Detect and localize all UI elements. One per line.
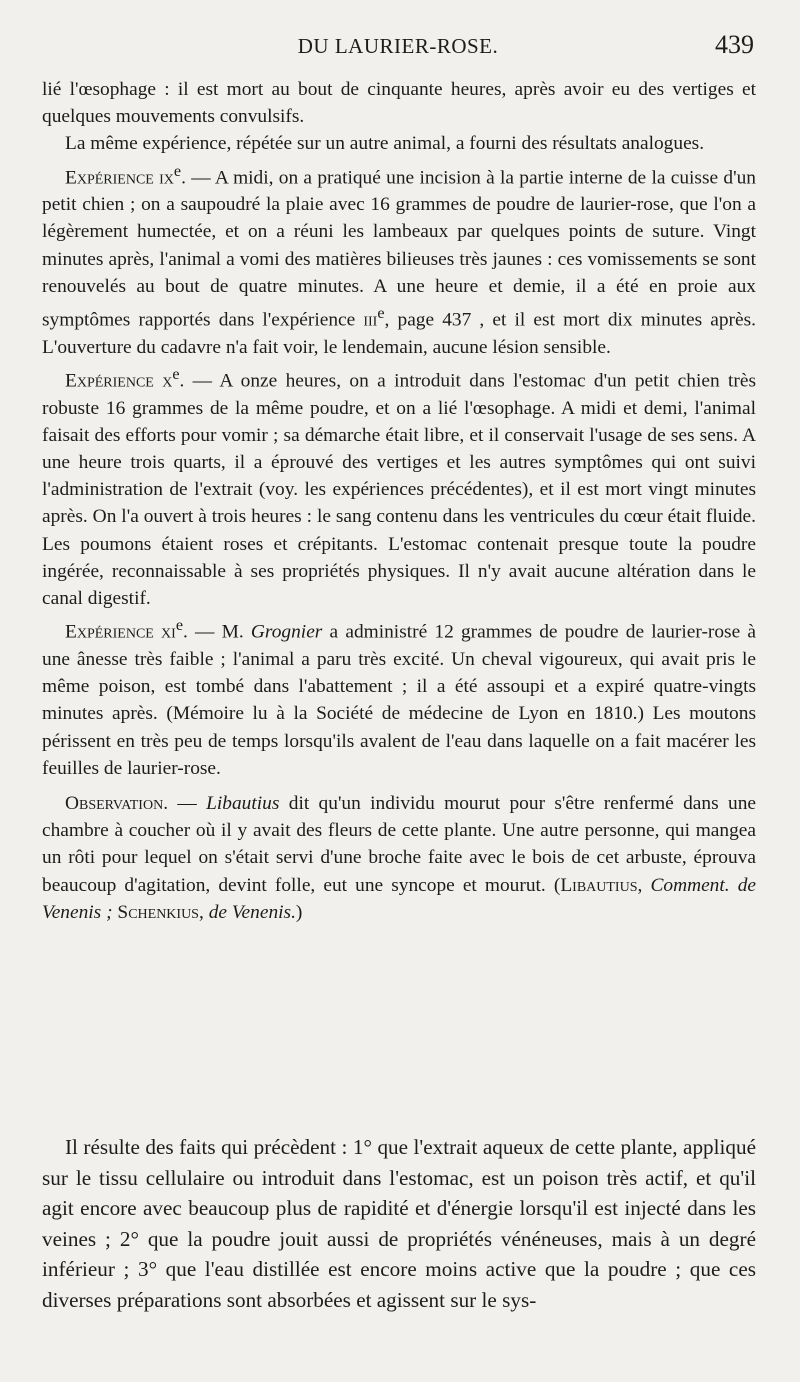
observation-text: dit qu'un individu mourut pour s'être renfermé dans une chambre à coucher où il y avait des fleurs de cette plante. Une autre personne, qui mangea un rôti pour lequel on s'était servi d'une broche faite avec le bois de cet arbuste, éprouva beaucoup d'agitation, devint folle, eut une syncope et mourut. ( [42, 792, 756, 896]
experiment-heading: Expérience ix [65, 167, 174, 189]
punctuation: , [637, 874, 651, 896]
paragraph-experiment-11 [42, 612, 756, 782]
dash-text: — [168, 792, 207, 814]
main-text [42, 76, 756, 926]
page-header [42, 30, 754, 64]
ordinal-superscript: e [175, 617, 183, 635]
page-number: 439 [715, 30, 754, 59]
conclusion-text [42, 1132, 756, 1316]
citation-author: Schenkius [117, 901, 199, 923]
experiment-text-end: , page 437 , et il est mort dix minutes après. L'ouverture du cadavre n'a fait voir, le lendemain, aucune lésion sensible. [42, 309, 756, 358]
paragraph-observation [42, 790, 756, 926]
punctuation: , [198, 901, 209, 923]
ordinal-superscript: e [377, 305, 385, 323]
experiment-text: . — A onze heures, on a introduit dans l'estomac d'un petit chien très robuste 16 grammes de la même poudre, et on a lié l'œsophage. A midi et demi, l'animal faisait des efforts pour vomir ; sa démarche était libre, et il conservait l'usage de ses sens. A une heure trois quarts, il a éprouvé des vertiges et les autres symptômes qui ont suivi l'administration de l'extrait (voy. les expériences précédentes), et il est mort vingt minutes après. On l'a ouvert à trois heures : le sang contenu dans les ventricules du cœur était fluide. Les poumons étaient roses et crépitants. L'estomac contenait presque toute la poudre ingérée, reconnaissable à ses propriétés physiques. Il n'y avait aucune altération dans le canal digestif. [42, 370, 756, 610]
citation-title: Comment. de Venenis ; [42, 874, 756, 923]
paragraph-continued: lié l'œsophage : il est mort au bout de cinquante heures, après avoir eu des vertiges et quelques mouvements convulsifs. [42, 79, 756, 128]
author-name: Libautius [206, 792, 280, 814]
experiment-heading: Expérience x [65, 370, 173, 392]
experiment-heading: Expérience xi [65, 621, 176, 643]
paragraph-conclusion: Il résulte des faits qui précèdent : 1° que l'extrait aqueux de cette plante, appliqué sur le tissu cellulaire ou introduit dans l'estomac, est un poison très actif, et qu'il agit encore avec beaucoup plus de rapidité et d'énergie lorsqu'il est injecté dans les veines ; 2° que la poudre jouit aussi de propriétés vénéneuses, mais à un degré inférieur ; 3° que l'eau distillée est encore moins active que la poudre ; que ces diverses préparations sont absorbées et agissent sur le sys- [42, 1135, 756, 1312]
author-name: Grognier [250, 621, 323, 643]
ordinal-superscript: e [172, 365, 180, 383]
observation-heading: Observation. [65, 792, 169, 814]
experiment-text: a administré 12 grammes de poudre de laurier-rose à une ânesse très faible ; l'animal a paru très excité. Un cheval vigoureux, qui avait pris le même poison, est tombé dans l'abattement ; il a été assoupi et a expiré quatre-vingts minutes après. (Mémoire lu à la Société de médecine de Lyon en 1810.) Les moutons périssent en très peu de temps lorsqu'ils avalent de l'eau dans laquelle on a fait macérer les feuilles de laurier-rose. [42, 621, 757, 779]
running-title: DU LAURIER-ROSE. [297, 34, 499, 58]
experiment-text: . — A midi, on a pratiqué une incision à la partie interne de la cuisse d'un petit chien ; on a saupoudré la plaie avec 16 grammes de poudre de laurier-rose, que l'on a légèrement humectée, et on a réuni les lambeaux par quelques points de suture. Vingt minutes après, l'animal a vomi des matières bilieuses très jaunes : ces vomissements se sont renouvelés au bout de quatre minutes. A une heure et demie, il a été en proie aux symptômes rapportés dans l'expérience [42, 167, 756, 331]
paragraph-experiment-9 [42, 158, 756, 361]
paragraph-same-experiment: La même expérience, répétée sur un autre animal, a fourni des résultats analogues. [65, 133, 705, 155]
ordinal-superscript: e [173, 162, 182, 180]
dash-text: . — M. [182, 621, 251, 643]
citation-title: de Venenis. [208, 901, 296, 923]
citation-author: Libautius [560, 874, 638, 896]
paragraph-experiment-10 [42, 361, 756, 612]
punctuation: ) [295, 901, 303, 923]
experiment-reference: iii [363, 309, 378, 331]
